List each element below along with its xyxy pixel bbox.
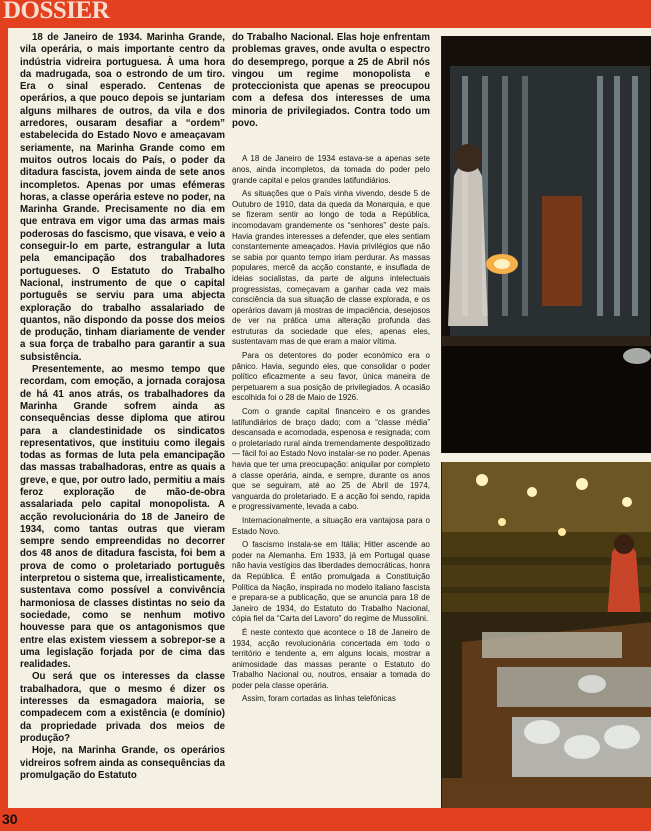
lead-paragraph: do Trabalho Nacional. Elas hoje enfrentam problemas graves, onde avulta o espectro do desemprego, porque a 25 de Abril nós vingou um regime monopolista e proteccionista que apenas se preocupou com a defesa dos interesses de uma minoria de privilegiados. Contra todo um povo. — [232, 32, 430, 130]
footer-bar — [0, 808, 651, 831]
paragraph: Presentemente, ao mesmo tempo que recordam, com emoção, a jornada corajosa de há 41 anos atrás, os trabalhadores da Marinha Grande sofrem ainda as consequências desse diploma que atirou para a clandestinidade os sindicatos representativos, que instituiu como ilegais todas as formas de luta pela emancipação das massas trabalhadoras, entre as quais a greve, e que, por outro lado, permitiu a mais feroz exploração de mão-de-obra assalariada pelo capital monopolista. A acção revolucionária do 18 de Janeiro de 1934, como tantas outras que vieram sempre sendo empreendidas no decorrer dos 48 anos de ditadura fascista, foi bem a prova de como o proletariado português interpretou o sistema que, irrealisticamente, sustentava como possível a convivência harmoniosa de classes distintas no seio da sociedade, como se nenhum motivo houvesse para que os antagonismos que entre elas existem viessem a sobrepor-se a uma legislação forjada por de cima das realidades. — [20, 364, 225, 671]
header-bar — [0, 0, 651, 28]
section-title: DOSSIER — [3, 0, 110, 24]
paragraph: A 18 de Janeiro de 1934 estava-se a apenas sete anos, ainda incompletos, da tomada do poder pelo grande capital e pelos grandes latifundiários. — [232, 154, 430, 185]
paragraph: Para os detentores do poder económico era o pânico. Havia, segundo eles, que consolidar o poder político eficazmente a seu favor, única maneira de perpetuarem a sua posição de privilegiados. A ocasião escolhida foi o 28 de Maio de 1926. — [232, 351, 430, 403]
paragraph: 18 de Janeiro de 1934. Marinha Grande, vila operária, o mais importante centro da indústria vidreira portuguesa. À uma hora da madrugada, soa o estrondo de um tiro. Era o sinal esperado. Centenas de operários, a que pouco depois se juntariam alguns milhares de outros, da vila e dos arredores, ousaram desafiar a “ordem” estabelecida do Estado Novo e ameaçavam seriamente, na Marinha Grande como em muitos outros locais do País, o poder da ditadura fascista, jovem ainda de sete anos incompletos. Apenas por umas efémeras horas, a classe operária esteve no poder, na Marinha Grande. Precisamente no dia em que entrava em vigor uma das armas mais poderosas do fascismo, que visava, e veio a conseguir-lo em parte, estrangular a luta pela emancipação dos trabalhadores portugueses. O Estatuto do Trabalho Nacional, instrumento de que o capital português se serviu para uma abjecta exploração do trabalho assalariado de quantos, não dispondo da posse dos meios de produção, tinham diariamente de vender a sua força de trabalho para garantir a sua subsistência. — [20, 32, 225, 363]
paragraph: É neste contexto que acontece o 18 de Janeiro de 1934, acção revolucionária concertada em todo o território e tendente a, em alguns locais, mostrar a animosidade das massas perante o Estatuto do Trabalho Nacional ou, noutros, ensaiar a tomada do poder pela classe operária. — [232, 627, 430, 690]
page-number: 30 — [2, 811, 18, 827]
body-text — [232, 154, 430, 705]
paragraph: Ou será que os interesses da classe trabalhadora, que o mesmo é dizer os interesses da esmagadora maioria, se compadecem com a existência (e domínio) da propriedade privada dos meios de produção? — [20, 671, 225, 744]
middle-text-column — [232, 32, 430, 804]
paragraph: As situações que o País vinha vivendo, desde 5 de Outubro de 1910, data da queda da Monarquia, e que se fizeram sentir ao longo de toda a República, incomodavam grandemente os “senhores” deste país. Havia grandes interesses a defender, que eles sentiam constantemente ameaçados. Havia privilégios que não se sabia por quanto tempo iriam perdurar. As massas populares, mercê da acção constante, e insuflada de ideias socialistas, da parte de alguns intelectuais progressistas, começavam a ganhar cada vez mais consciência da sua situação de classe explorada, e os operários davam já mostras de impaciência, desejosos de ver na prática uma alteração profunda das estruturas da sociedade que eles, apenas eles, sustentavam mas de que eram a maior vítima. — [232, 189, 430, 347]
paragraph: Assim, foram cortadas as linhas telefónicas — [242, 694, 396, 704]
paragraph: Com o grande capital financeiro e os grandes latifundiários de braço dado; com a “classe média” descansada e acomodada, espenosa e resignada; com o proletariado rural ainda tremendamente despolitizado — fácil foi ao Estado Novo instalar-se no poder. Apenas havia que ter uma preocupação: aniquilar por completo a classe operária, ainda, e sempre, durante os anos que se seguiram, até ao 25 de Abril de 1974, vanguarda do proletariado. E a acção foi sendo, rapida e progressivamente, levada a cabo. — [232, 407, 430, 512]
glass-factory-floor-photo — [441, 462, 651, 808]
page-edge-stripe — [0, 28, 8, 808]
left-text-column — [20, 32, 225, 804]
glassworker-furnace-photo — [441, 36, 651, 453]
paragraph: Internacionalmente, a situação era vantajosa para o Estado Novo. — [232, 515, 430, 536]
paragraph: O fascismo instala-se em Itália; Hitler ascende ao poder na Alemanha. Em 1933, já em Portugal quase não havia vestígios das liberdades democráticas, honra da República. É então promulgada a Constituição Política da Nação, inspirada no modelo italiano fascista e prepara-se a publicação, que se anuncia para 18 de Janeiro de 1934, do Estatuto do Trabalho Nacional, cópia fiel da “Carta del Lavoro” do regime de Mussolini. — [232, 540, 430, 624]
paragraph: Hoje, na Marinha Grande, os operários vidreiros sofrem ainda as consequências da promulgação do Estatuto — [20, 745, 225, 781]
